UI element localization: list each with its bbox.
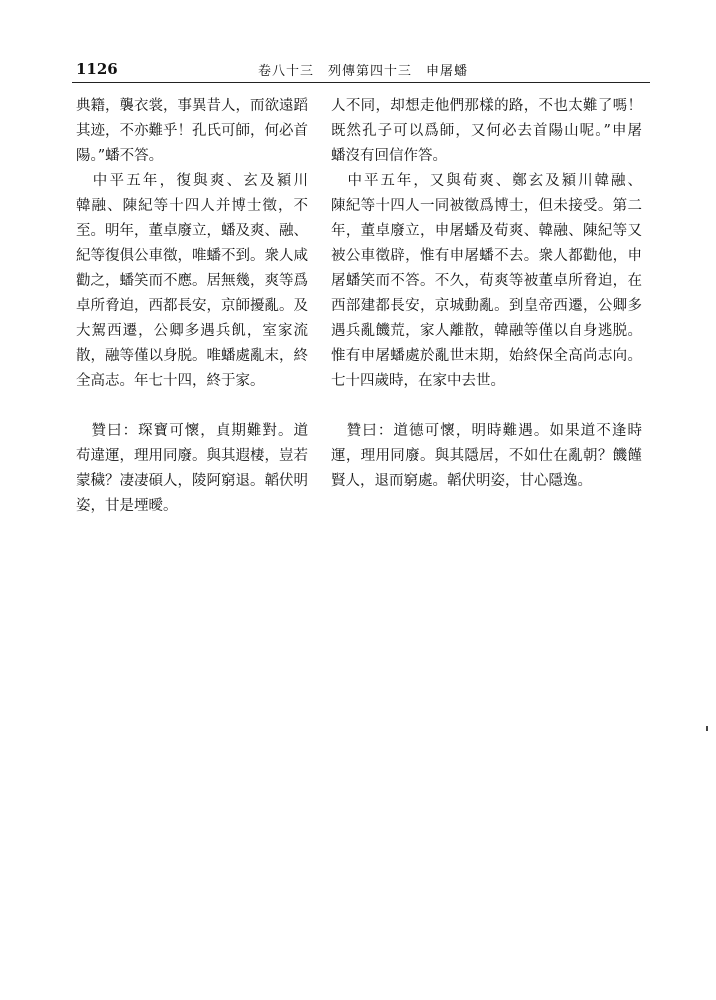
right-line: 人不同，却想走他們那樣的路，不也太難了嗎！ <box>331 98 642 114</box>
left-column-classical-text <box>76 94 308 519</box>
right-line: 贊曰：道德可懷，明時難遇。如果道不逢時 <box>331 423 642 439</box>
right-line: 西部建都長安，京城動亂。到皇帝西遷，公卿多 <box>331 298 642 314</box>
left-line: 陽。”蟠不答。 <box>76 148 164 164</box>
right-line: 運，理用同廢。與其隱居，不如仕在亂朝？饑饉 <box>331 448 642 464</box>
right-line: 屠蟠笑而不答。不久，荀爽等被董卓所脅迫，在 <box>331 273 642 289</box>
left-line: 其迹，不亦難乎！孔氏可師，何必首 <box>76 123 308 139</box>
left-line: 至。明年，董卓廢立，蟠及爽、融、 <box>76 223 308 239</box>
right-column-translation-text <box>331 94 642 494</box>
right-line: 蟠沒有回信作答。 <box>331 148 447 164</box>
right-line: 賢人，退而窮處。韜伏明姿，甘心隱逸。 <box>331 473 592 489</box>
scan-mark <box>706 726 708 731</box>
right-line: 年，董卓廢立，申屠蟠及荀爽、韓融、陳紀等又 <box>331 223 642 239</box>
right-line: 七十四歲時，在家中去世。 <box>331 373 505 389</box>
page-number: 1126 <box>76 60 118 78</box>
left-line: 典籍，襲衣裳，事異昔人，而欲遠蹈 <box>76 98 308 114</box>
right-line: 中平五年，又與荀爽、鄭玄及潁川韓融、 <box>331 173 642 189</box>
left-line: 蒙穢？凄凄碩人，陵阿窮退。韜伏明 <box>76 473 308 489</box>
left-line: 卓所脅迫，西都長安，京師擾亂。及 <box>76 298 308 314</box>
left-line: 散，融等僅以身脱。唯蟠處亂末，終 <box>76 348 308 364</box>
running-head: 卷八十三 列傳第四十三 申屠蟠 <box>258 64 469 79</box>
left-line: 中平五年，復與爽、玄及潁川 <box>76 173 308 189</box>
left-line: 韓融、陳紀等十四人并博士徵，不 <box>76 198 308 214</box>
left-line: 姿，甘是堙曖。 <box>76 498 178 514</box>
left-line: 全高志。年七十四，終于家。 <box>76 373 265 389</box>
right-line: 既然孔子可以爲師，又何必去首陽山呢。”申屠 <box>331 123 642 139</box>
paragraph-gap <box>76 394 308 419</box>
left-line: 勸之，蟠笑而不應。居無幾，爽等爲 <box>76 273 308 289</box>
left-line: 紀等復俱公車徵，唯蟠不到。衆人咸 <box>76 248 308 264</box>
right-line: 陳紀等十四人一同被徵爲博士，但未接受。第二 <box>331 198 642 214</box>
left-line: 大駕西遷，公卿多遇兵飢，室家流 <box>76 323 308 339</box>
left-line: 苟違運，理用同廢。與其遐棲，豈若 <box>76 448 308 464</box>
right-line: 遇兵亂饑荒，家人離散，韓融等僅以自身逃脱。 <box>331 323 642 339</box>
paragraph-gap <box>331 394 642 419</box>
right-line: 惟有申屠蟠處於亂世末期，始終保全高尚志向。 <box>331 348 642 364</box>
right-line: 被公車徵辟，惟有申屠蟠不去。衆人都勸他，申 <box>331 248 642 264</box>
header-rule <box>72 82 650 83</box>
left-line: 贊曰：琛寶可懷，貞期難對。道 <box>76 423 308 439</box>
